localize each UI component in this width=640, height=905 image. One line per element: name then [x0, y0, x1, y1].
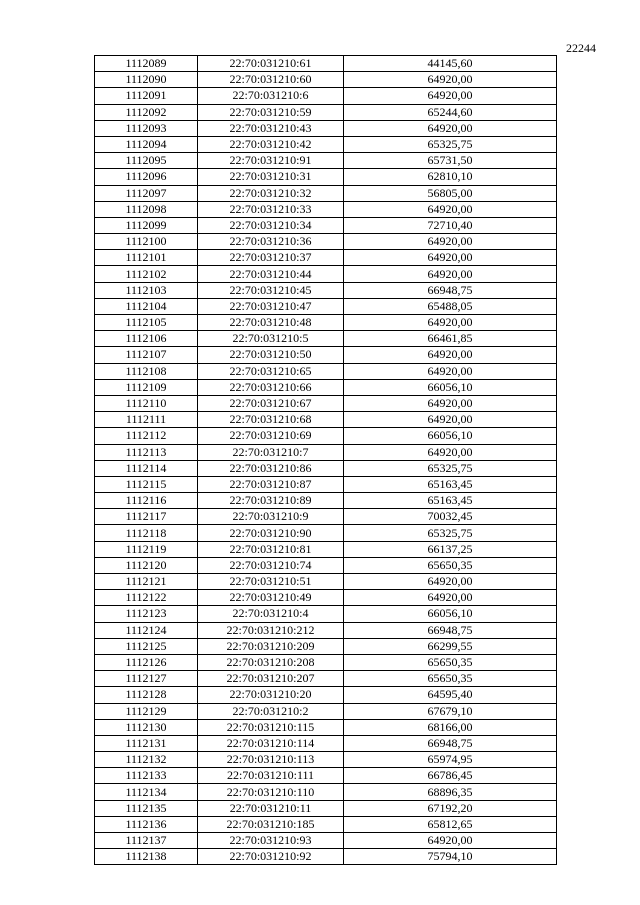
- table-row: [95, 784, 557, 800]
- cadastral-number-cell: 22:70:031210:113: [198, 752, 344, 768]
- table-row: [95, 768, 557, 784]
- row-number-cell: 1112132: [95, 752, 198, 768]
- cadastral-number-cell: 22:70:031210:2: [198, 703, 344, 719]
- table-row: [95, 282, 557, 298]
- table-row: [95, 315, 557, 331]
- cadastral-number-cell: 22:70:031210:6: [198, 88, 344, 104]
- table-row: [95, 331, 557, 347]
- row-number-cell: 1112138: [95, 849, 198, 865]
- table-row: [95, 654, 557, 670]
- row-number-cell: 1112103: [95, 282, 198, 298]
- cadastral-number-cell: 22:70:031210:185: [198, 816, 344, 832]
- row-number-cell: 1112126: [95, 654, 198, 670]
- cadastral-number-cell: 22:70:031210:67: [198, 395, 344, 411]
- table-row: [95, 703, 557, 719]
- cadastral-number-cell: 22:70:031210:50: [198, 347, 344, 363]
- cadastral-number-cell: 22:70:031210:208: [198, 654, 344, 670]
- cadastral-number-cell: 22:70:031210:81: [198, 541, 344, 557]
- cadastral-number-cell: 22:70:031210:45: [198, 282, 344, 298]
- row-number-cell: 1112133: [95, 768, 198, 784]
- value-cell: 64920,00: [344, 120, 557, 136]
- row-number-cell: 1112137: [95, 833, 198, 849]
- cadastral-number-cell: 22:70:031210:60: [198, 72, 344, 88]
- cadastral-number-cell: 22:70:031210:5: [198, 331, 344, 347]
- row-number-cell: 1112105: [95, 315, 198, 331]
- row-number-cell: 1112102: [95, 266, 198, 282]
- cadastral-number-cell: 22:70:031210:20: [198, 687, 344, 703]
- table-row: [95, 250, 557, 266]
- value-cell: 65244,60: [344, 104, 557, 120]
- value-cell: 64920,00: [344, 266, 557, 282]
- value-cell: 66461,85: [344, 331, 557, 347]
- row-number-cell: 1112093: [95, 120, 198, 136]
- row-number-cell: 1112113: [95, 444, 198, 460]
- value-cell: 64920,00: [344, 72, 557, 88]
- value-cell: 64920,00: [344, 347, 557, 363]
- cadastral-number-cell: 22:70:031210:90: [198, 525, 344, 541]
- table-row: [95, 347, 557, 363]
- row-number-cell: 1112092: [95, 104, 198, 120]
- value-cell: 67679,10: [344, 703, 557, 719]
- row-number-cell: 1112089: [95, 56, 198, 72]
- table-body: [95, 56, 557, 865]
- value-cell: 64920,00: [344, 363, 557, 379]
- table-row: [95, 816, 557, 832]
- value-cell: 65650,35: [344, 557, 557, 573]
- table-row: [95, 136, 557, 152]
- cadastral-number-cell: 22:70:031210:89: [198, 493, 344, 509]
- table-row: [95, 719, 557, 735]
- cadastral-number-cell: 22:70:031210:4: [198, 606, 344, 622]
- value-cell: 64920,00: [344, 88, 557, 104]
- table-row: [95, 169, 557, 185]
- cadastral-number-cell: 22:70:031210:34: [198, 217, 344, 233]
- cadastral-number-cell: 22:70:031210:43: [198, 120, 344, 136]
- value-cell: 66299,55: [344, 638, 557, 654]
- row-number-cell: 1112120: [95, 557, 198, 573]
- row-number-cell: 1112107: [95, 347, 198, 363]
- cadastral-number-cell: 22:70:031210:32: [198, 185, 344, 201]
- cadastral-number-cell: 22:70:031210:7: [198, 444, 344, 460]
- table-row: [95, 460, 557, 476]
- cadastral-number-cell: 22:70:031210:110: [198, 784, 344, 800]
- table-row: [95, 590, 557, 606]
- value-cell: 65488,05: [344, 298, 557, 314]
- row-number-cell: 1112134: [95, 784, 198, 800]
- row-number-cell: 1112106: [95, 331, 198, 347]
- table-row: [95, 476, 557, 492]
- table-row: [95, 638, 557, 654]
- row-number-cell: 1112091: [95, 88, 198, 104]
- row-number-cell: 1112112: [95, 428, 198, 444]
- table-row: [95, 833, 557, 849]
- row-number-cell: 1112118: [95, 525, 198, 541]
- table-row: [95, 185, 557, 201]
- cadastral-number-cell: 22:70:031210:66: [198, 379, 344, 395]
- value-cell: 66786,45: [344, 768, 557, 784]
- table-row: [95, 104, 557, 120]
- value-cell: 65974,95: [344, 752, 557, 768]
- value-cell: 65650,35: [344, 671, 557, 687]
- value-cell: 66948,75: [344, 735, 557, 751]
- cadastral-number-cell: 22:70:031210:68: [198, 412, 344, 428]
- cadastral-number-cell: 22:70:031210:91: [198, 153, 344, 169]
- table-row: [95, 849, 557, 865]
- value-cell: 64920,00: [344, 833, 557, 849]
- table-row: [95, 557, 557, 573]
- table-row: [95, 687, 557, 703]
- cadastral-number-cell: 22:70:031210:47: [198, 298, 344, 314]
- table-row: [95, 671, 557, 687]
- row-number-cell: 1112121: [95, 574, 198, 590]
- row-number-cell: 1112097: [95, 185, 198, 201]
- cadastral-number-cell: 22:70:031210:111: [198, 768, 344, 784]
- cadastral-number-cell: 22:70:031210:115: [198, 719, 344, 735]
- page-number: 22244: [566, 41, 596, 55]
- table-row: [95, 298, 557, 314]
- value-cell: 75794,10: [344, 849, 557, 865]
- value-cell: 64920,00: [344, 250, 557, 266]
- cadastral-number-cell: 22:70:031210:65: [198, 363, 344, 379]
- cadastral-number-cell: 22:70:031210:36: [198, 234, 344, 250]
- row-number-cell: 1112123: [95, 606, 198, 622]
- value-cell: 44145,60: [344, 56, 557, 72]
- cadastral-number-cell: 22:70:031210:212: [198, 622, 344, 638]
- value-cell: 64920,00: [344, 444, 557, 460]
- cadastral-number-cell: 22:70:031210:93: [198, 833, 344, 849]
- table-row: [95, 428, 557, 444]
- row-number-cell: 1112116: [95, 493, 198, 509]
- row-number-cell: 1112128: [95, 687, 198, 703]
- cadastral-number-cell: 22:70:031210:51: [198, 574, 344, 590]
- table-row: [95, 153, 557, 169]
- cadastral-number-cell: 22:70:031210:209: [198, 638, 344, 654]
- table-row: [95, 201, 557, 217]
- value-cell: 64920,00: [344, 201, 557, 217]
- table-row: [95, 752, 557, 768]
- row-number-cell: 1112114: [95, 460, 198, 476]
- value-cell: 65650,35: [344, 654, 557, 670]
- row-number-cell: 1112117: [95, 509, 198, 525]
- value-cell: 68896,35: [344, 784, 557, 800]
- table-row: [95, 88, 557, 104]
- value-cell: 62810,10: [344, 169, 557, 185]
- cadastral-number-cell: 22:70:031210:33: [198, 201, 344, 217]
- row-number-cell: 1112099: [95, 217, 198, 233]
- value-cell: 72710,40: [344, 217, 557, 233]
- row-number-cell: 1112098: [95, 201, 198, 217]
- table-row: [95, 120, 557, 136]
- row-number-cell: 1112108: [95, 363, 198, 379]
- cadastral-number-cell: 22:70:031210:74: [198, 557, 344, 573]
- table-row: [95, 509, 557, 525]
- row-number-cell: 1112127: [95, 671, 198, 687]
- row-number-cell: 1112094: [95, 136, 198, 152]
- row-number-cell: 1112095: [95, 153, 198, 169]
- value-cell: 66056,10: [344, 428, 557, 444]
- table-row: [95, 395, 557, 411]
- table-row: [95, 574, 557, 590]
- row-number-cell: 1112096: [95, 169, 198, 185]
- value-cell: 64920,00: [344, 574, 557, 590]
- value-cell: 67192,20: [344, 800, 557, 816]
- row-number-cell: 1112129: [95, 703, 198, 719]
- value-cell: 66948,75: [344, 622, 557, 638]
- cadastral-number-cell: 22:70:031210:31: [198, 169, 344, 185]
- row-number-cell: 1112110: [95, 395, 198, 411]
- table-row: [95, 234, 557, 250]
- row-number-cell: 1112125: [95, 638, 198, 654]
- value-cell: 64920,00: [344, 395, 557, 411]
- value-cell: 65812,65: [344, 816, 557, 832]
- value-cell: 65325,75: [344, 460, 557, 476]
- value-cell: 64920,00: [344, 315, 557, 331]
- cadastral-number-cell: 22:70:031210:59: [198, 104, 344, 120]
- value-cell: 65325,75: [344, 525, 557, 541]
- cadastral-number-cell: 22:70:031210:86: [198, 460, 344, 476]
- value-cell: 56805,00: [344, 185, 557, 201]
- row-number-cell: 1112136: [95, 816, 198, 832]
- value-cell: 64920,00: [344, 412, 557, 428]
- row-number-cell: 1112131: [95, 735, 198, 751]
- row-number-cell: 1112101: [95, 250, 198, 266]
- row-number-cell: 1112111: [95, 412, 198, 428]
- row-number-cell: 1112122: [95, 590, 198, 606]
- table-row: [95, 735, 557, 751]
- value-cell: 65163,45: [344, 476, 557, 492]
- table-row: [95, 444, 557, 460]
- row-number-cell: 1112115: [95, 476, 198, 492]
- value-cell: 66056,10: [344, 379, 557, 395]
- value-cell: 64920,00: [344, 590, 557, 606]
- value-cell: 68166,00: [344, 719, 557, 735]
- row-number-cell: 1112109: [95, 379, 198, 395]
- value-cell: 64595,40: [344, 687, 557, 703]
- cadastral-number-cell: 22:70:031210:49: [198, 590, 344, 606]
- row-number-cell: 1112119: [95, 541, 198, 557]
- row-number-cell: 1112130: [95, 719, 198, 735]
- row-number-cell: 1112135: [95, 800, 198, 816]
- cadastral-number-cell: 22:70:031210:87: [198, 476, 344, 492]
- value-cell: 70032,45: [344, 509, 557, 525]
- table-row: [95, 217, 557, 233]
- value-cell: 65325,75: [344, 136, 557, 152]
- table-row: [95, 379, 557, 395]
- row-number-cell: 1112104: [95, 298, 198, 314]
- value-cell: 65731,50: [344, 153, 557, 169]
- cadastral-number-cell: 22:70:031210:11: [198, 800, 344, 816]
- cadastral-value-table: [94, 55, 557, 865]
- cadastral-number-cell: 22:70:031210:44: [198, 266, 344, 282]
- cadastral-number-cell: 22:70:031210:92: [198, 849, 344, 865]
- table-row: [95, 606, 557, 622]
- table-row: [95, 56, 557, 72]
- cadastral-number-cell: 22:70:031210:9: [198, 509, 344, 525]
- value-cell: 66948,75: [344, 282, 557, 298]
- value-cell: 64920,00: [344, 234, 557, 250]
- cadastral-number-cell: 22:70:031210:61: [198, 56, 344, 72]
- value-cell: 65163,45: [344, 493, 557, 509]
- table-row: [95, 72, 557, 88]
- value-cell: 66056,10: [344, 606, 557, 622]
- cadastral-number-cell: 22:70:031210:114: [198, 735, 344, 751]
- table-row: [95, 493, 557, 509]
- cadastral-number-cell: 22:70:031210:37: [198, 250, 344, 266]
- table-row: [95, 525, 557, 541]
- row-number-cell: 1112100: [95, 234, 198, 250]
- table-row: [95, 622, 557, 638]
- row-number-cell: 1112124: [95, 622, 198, 638]
- table-row: [95, 266, 557, 282]
- value-cell: 66137,25: [344, 541, 557, 557]
- table-row: [95, 541, 557, 557]
- table-row: [95, 800, 557, 816]
- table-row: [95, 363, 557, 379]
- cadastral-number-cell: 22:70:031210:69: [198, 428, 344, 444]
- table-row: [95, 412, 557, 428]
- cadastral-number-cell: 22:70:031210:207: [198, 671, 344, 687]
- cadastral-number-cell: 22:70:031210:48: [198, 315, 344, 331]
- row-number-cell: 1112090: [95, 72, 198, 88]
- cadastral-number-cell: 22:70:031210:42: [198, 136, 344, 152]
